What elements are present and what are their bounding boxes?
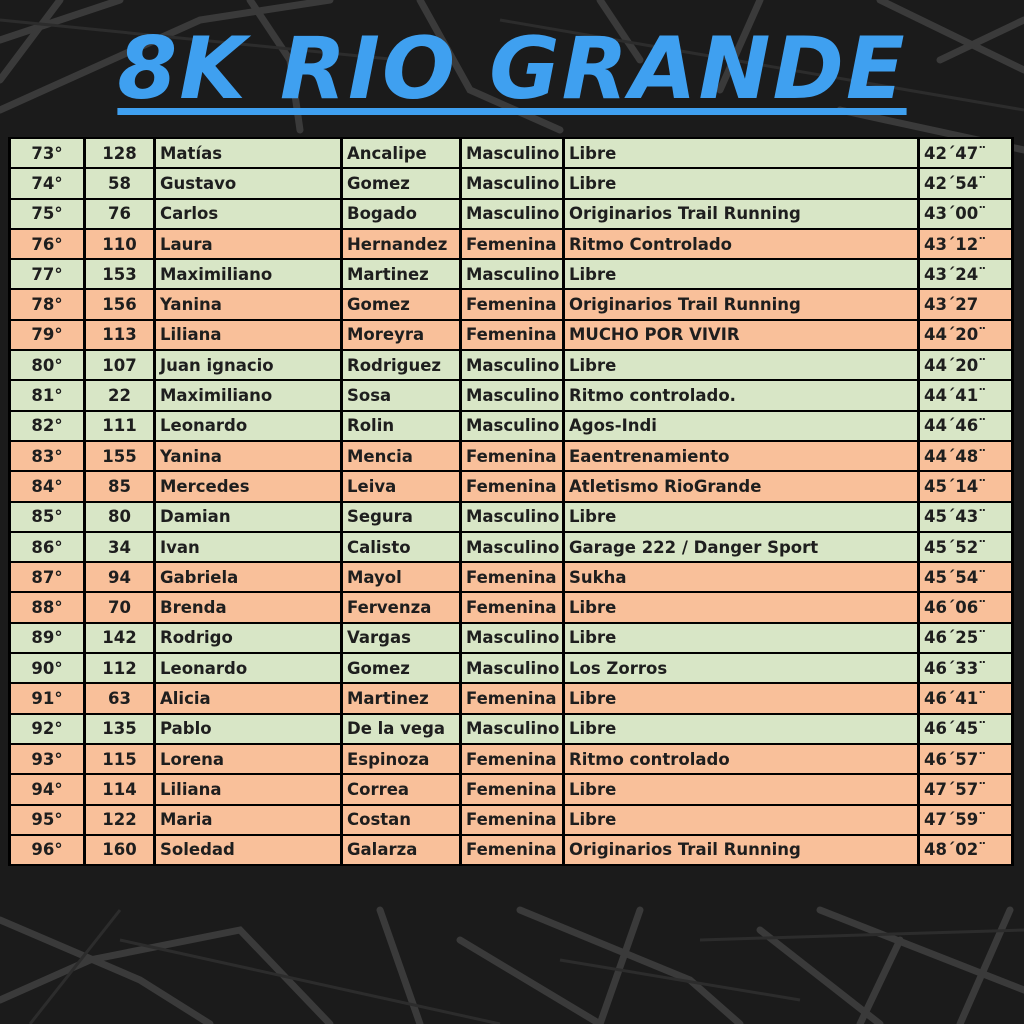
last-name-cell: Moreyra — [343, 321, 459, 349]
team-cell: Libre — [565, 775, 917, 803]
bib-number-cell: 85 — [86, 472, 153, 500]
first-name-cell: Leonardo — [156, 412, 340, 440]
table-row — [11, 836, 1011, 864]
bib-number-cell: 76 — [86, 200, 153, 228]
position-cell: 81° — [11, 381, 83, 409]
gender-cell: Masculino — [462, 169, 562, 197]
last-name-cell: Gomez — [343, 290, 459, 318]
last-name-cell: Rolin — [343, 412, 459, 440]
time-cell: 42´47¨ — [920, 139, 1011, 167]
team-cell: Atletismo RioGrande — [565, 472, 917, 500]
gender-cell: Masculino — [462, 351, 562, 379]
first-name-cell: Maria — [156, 806, 340, 834]
time-cell: 44´20¨ — [920, 351, 1011, 379]
gender-cell: Femenina — [462, 593, 562, 621]
time-cell: 46´45¨ — [920, 715, 1011, 743]
position-cell: 84° — [11, 472, 83, 500]
table-row — [11, 715, 1011, 743]
last-name-cell: Gomez — [343, 169, 459, 197]
gender-cell: Femenina — [462, 806, 562, 834]
position-cell: 87° — [11, 563, 83, 591]
team-cell: Libre — [565, 624, 917, 652]
bib-number-cell: 114 — [86, 775, 153, 803]
position-cell: 92° — [11, 715, 83, 743]
position-cell: 79° — [11, 321, 83, 349]
team-cell: Libre — [565, 593, 917, 621]
first-name-cell: Alicia — [156, 684, 340, 712]
bib-number-cell: 94 — [86, 563, 153, 591]
time-cell: 45´14¨ — [920, 472, 1011, 500]
last-name-cell: Gomez — [343, 654, 459, 682]
team-cell: Eaentrenamiento — [565, 442, 917, 470]
table-row — [11, 593, 1011, 621]
last-name-cell: Calisto — [343, 533, 459, 561]
time-cell: 46´33¨ — [920, 654, 1011, 682]
gender-cell: Femenina — [462, 472, 562, 500]
gender-cell: Masculino — [462, 200, 562, 228]
position-cell: 80° — [11, 351, 83, 379]
time-cell: 45´52¨ — [920, 533, 1011, 561]
first-name-cell: Lorena — [156, 745, 340, 773]
team-cell: Libre — [565, 351, 917, 379]
first-name-cell: Soledad — [156, 836, 340, 864]
first-name-cell: Maximiliano — [156, 381, 340, 409]
page-title: 8K RIO GRANDE — [117, 19, 907, 119]
last-name-cell: Espinoza — [343, 745, 459, 773]
last-name-cell: Sosa — [343, 381, 459, 409]
time-cell: 44´20¨ — [920, 321, 1011, 349]
bib-number-cell: 115 — [86, 745, 153, 773]
last-name-cell: Fervenza — [343, 593, 459, 621]
team-cell: MUCHO POR VIVIR — [565, 321, 917, 349]
first-name-cell: Juan ignacio — [156, 351, 340, 379]
team-cell: Libre — [565, 503, 917, 531]
table-row — [11, 230, 1011, 258]
bib-number-cell: 142 — [86, 624, 153, 652]
gender-cell: Femenina — [462, 321, 562, 349]
first-name-cell: Rodrigo — [156, 624, 340, 652]
time-cell: 45´43¨ — [920, 503, 1011, 531]
last-name-cell: Martinez — [343, 684, 459, 712]
team-cell: Originarios Trail Running — [565, 200, 917, 228]
team-cell: Libre — [565, 139, 917, 167]
bib-number-cell: 128 — [86, 139, 153, 167]
first-name-cell: Damian — [156, 503, 340, 531]
position-cell: 82° — [11, 412, 83, 440]
last-name-cell: Segura — [343, 503, 459, 531]
last-name-cell: Leiva — [343, 472, 459, 500]
team-cell: Libre — [565, 806, 917, 834]
time-cell: 46´06¨ — [920, 593, 1011, 621]
bib-number-cell: 112 — [86, 654, 153, 682]
first-name-cell: Yanina — [156, 290, 340, 318]
bib-number-cell: 107 — [86, 351, 153, 379]
team-cell: Ritmo Controlado — [565, 230, 917, 258]
first-name-cell: Maximiliano — [156, 260, 340, 288]
first-name-cell: Pablo — [156, 715, 340, 743]
gender-cell: Masculino — [462, 533, 562, 561]
gender-cell: Masculino — [462, 715, 562, 743]
time-cell: 46´25¨ — [920, 624, 1011, 652]
first-name-cell: Brenda — [156, 593, 340, 621]
time-cell: 47´59¨ — [920, 806, 1011, 834]
first-name-cell: Mercedes — [156, 472, 340, 500]
bib-number-cell: 113 — [86, 321, 153, 349]
gender-cell: Femenina — [462, 775, 562, 803]
time-cell: 43´00¨ — [920, 200, 1011, 228]
table-row — [11, 775, 1011, 803]
position-cell: 89° — [11, 624, 83, 652]
position-cell: 85° — [11, 503, 83, 531]
table-row — [11, 654, 1011, 682]
first-name-cell: Ivan — [156, 533, 340, 561]
results-table — [8, 137, 1014, 866]
table-row — [11, 684, 1011, 712]
team-cell: Libre — [565, 260, 917, 288]
table-row — [11, 290, 1011, 318]
gender-cell: Femenina — [462, 563, 562, 591]
last-name-cell: Hernandez — [343, 230, 459, 258]
team-cell: Libre — [565, 715, 917, 743]
last-name-cell: Vargas — [343, 624, 459, 652]
position-cell: 76° — [11, 230, 83, 258]
first-name-cell: Leonardo — [156, 654, 340, 682]
gender-cell: Masculino — [462, 503, 562, 531]
time-cell: 46´57¨ — [920, 745, 1011, 773]
last-name-cell: Ancalipe — [343, 139, 459, 167]
gender-cell: Femenina — [462, 230, 562, 258]
first-name-cell: Matías — [156, 139, 340, 167]
bib-number-cell: 110 — [86, 230, 153, 258]
last-name-cell: Costan — [343, 806, 459, 834]
team-cell: Garage 222 / Danger Sport — [565, 533, 917, 561]
time-cell: 43´12¨ — [920, 230, 1011, 258]
table-row — [11, 745, 1011, 773]
position-cell: 94° — [11, 775, 83, 803]
gender-cell: Masculino — [462, 654, 562, 682]
bib-number-cell: 155 — [86, 442, 153, 470]
time-cell: 44´48¨ — [920, 442, 1011, 470]
table-row — [11, 260, 1011, 288]
table-row — [11, 503, 1011, 531]
table-row — [11, 624, 1011, 652]
time-cell: 45´54¨ — [920, 563, 1011, 591]
time-cell: 43´24¨ — [920, 260, 1011, 288]
gender-cell: Femenina — [462, 684, 562, 712]
last-name-cell: Galarza — [343, 836, 459, 864]
position-cell: 95° — [11, 806, 83, 834]
bib-number-cell: 156 — [86, 290, 153, 318]
position-cell: 77° — [11, 260, 83, 288]
first-name-cell: Liliana — [156, 775, 340, 803]
gender-cell: Masculino — [462, 624, 562, 652]
bib-number-cell: 22 — [86, 381, 153, 409]
table-row — [11, 200, 1011, 228]
team-cell: Libre — [565, 169, 917, 197]
time-cell: 47´57¨ — [920, 775, 1011, 803]
last-name-cell: Rodriguez — [343, 351, 459, 379]
last-name-cell: Correa — [343, 775, 459, 803]
time-cell: 48´02¨ — [920, 836, 1011, 864]
bib-number-cell: 58 — [86, 169, 153, 197]
position-cell: 73° — [11, 139, 83, 167]
table-row — [11, 381, 1011, 409]
table-row — [11, 533, 1011, 561]
time-cell: 46´41¨ — [920, 684, 1011, 712]
time-cell: 44´41¨ — [920, 381, 1011, 409]
bib-number-cell: 34 — [86, 533, 153, 561]
table-row — [11, 806, 1011, 834]
table-row — [11, 169, 1011, 197]
position-cell: 96° — [11, 836, 83, 864]
table-row — [11, 412, 1011, 440]
position-cell: 75° — [11, 200, 83, 228]
first-name-cell: Laura — [156, 230, 340, 258]
team-cell: Los Zorros — [565, 654, 917, 682]
bib-number-cell: 80 — [86, 503, 153, 531]
time-cell: 43´27 — [920, 290, 1011, 318]
last-name-cell: Bogado — [343, 200, 459, 228]
gender-cell: Masculino — [462, 381, 562, 409]
table-row — [11, 321, 1011, 349]
first-name-cell: Carlos — [156, 200, 340, 228]
position-cell: 90° — [11, 654, 83, 682]
position-cell: 78° — [11, 290, 83, 318]
last-name-cell: Martinez — [343, 260, 459, 288]
position-cell: 91° — [11, 684, 83, 712]
position-cell: 74° — [11, 169, 83, 197]
last-name-cell: De la vega — [343, 715, 459, 743]
team-cell: Originarios Trail Running — [565, 836, 917, 864]
position-cell: 83° — [11, 442, 83, 470]
first-name-cell: Gabriela — [156, 563, 340, 591]
team-cell: Agos-Indi — [565, 412, 917, 440]
table-row — [11, 442, 1011, 470]
first-name-cell: Gustavo — [156, 169, 340, 197]
bib-number-cell: 160 — [86, 836, 153, 864]
table-row — [11, 472, 1011, 500]
gender-cell: Masculino — [462, 139, 562, 167]
time-cell: 42´54¨ — [920, 169, 1011, 197]
last-name-cell: Mayol — [343, 563, 459, 591]
team-cell: Ritmo controlado — [565, 745, 917, 773]
bib-number-cell: 135 — [86, 715, 153, 743]
time-cell: 44´46¨ — [920, 412, 1011, 440]
bib-number-cell: 70 — [86, 593, 153, 621]
bib-number-cell: 122 — [86, 806, 153, 834]
bib-number-cell: 63 — [86, 684, 153, 712]
gender-cell: Femenina — [462, 442, 562, 470]
table-row — [11, 139, 1011, 167]
team-cell: Sukha — [565, 563, 917, 591]
position-cell: 93° — [11, 745, 83, 773]
team-cell: Ritmo controlado. — [565, 381, 917, 409]
bib-number-cell: 111 — [86, 412, 153, 440]
team-cell: Libre — [565, 684, 917, 712]
table-row — [11, 563, 1011, 591]
first-name-cell: Liliana — [156, 321, 340, 349]
position-cell: 86° — [11, 533, 83, 561]
gender-cell: Masculino — [462, 412, 562, 440]
bib-number-cell: 153 — [86, 260, 153, 288]
table-row — [11, 351, 1011, 379]
gender-cell: Femenina — [462, 290, 562, 318]
gender-cell: Femenina — [462, 745, 562, 773]
gender-cell: Femenina — [462, 836, 562, 864]
gender-cell: Masculino — [462, 260, 562, 288]
team-cell: Originarios Trail Running — [565, 290, 917, 318]
first-name-cell: Yanina — [156, 442, 340, 470]
position-cell: 88° — [11, 593, 83, 621]
last-name-cell: Mencia — [343, 442, 459, 470]
